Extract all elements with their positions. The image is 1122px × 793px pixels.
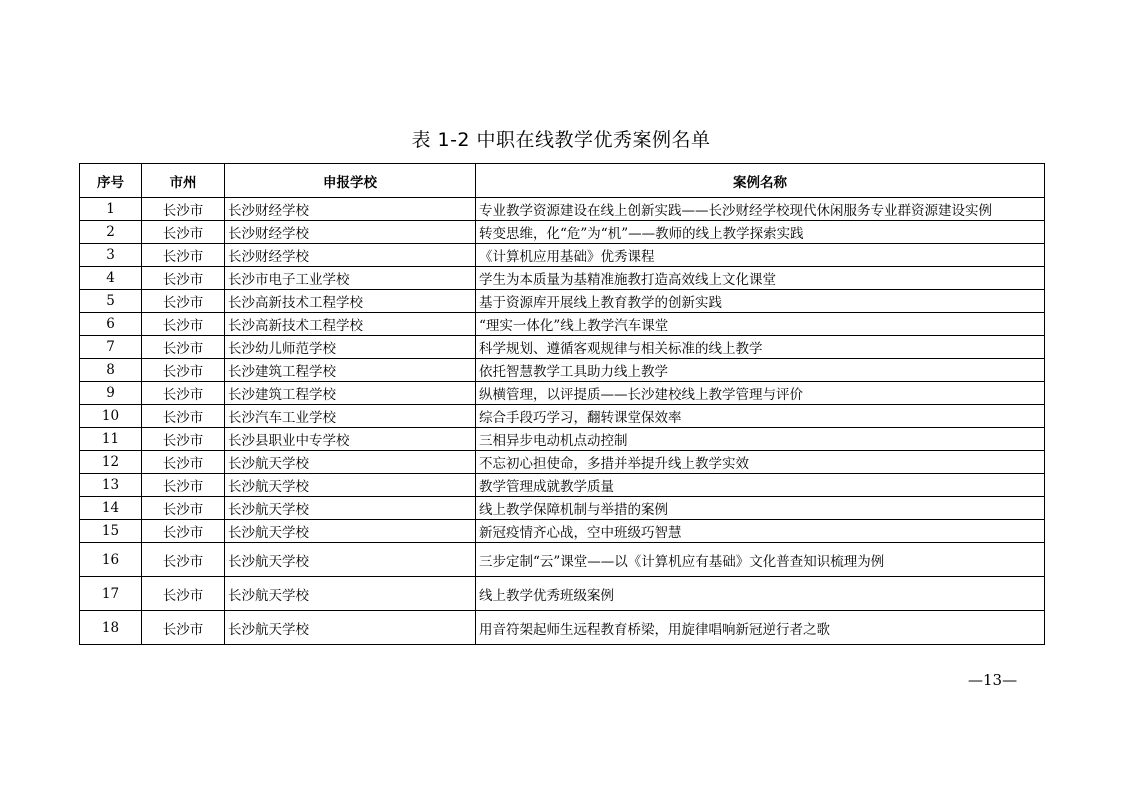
- cell-no: 6: [80, 313, 142, 336]
- cell-school: 长沙航天学校: [225, 497, 476, 520]
- cell-case: 综合手段巧学习，翻转课堂保效率: [476, 405, 1045, 428]
- cell-school: 长沙汽车工业学校: [225, 405, 476, 428]
- cell-school: 长沙高新技术工程学校: [225, 313, 476, 336]
- cell-no: 14: [80, 497, 142, 520]
- cell-city: 长沙市: [142, 405, 225, 428]
- cell-city: 长沙市: [142, 520, 225, 543]
- cell-city: 长沙市: [142, 313, 225, 336]
- table-row: [80, 428, 1045, 451]
- header-no: 序号: [80, 164, 142, 198]
- cell-school: 长沙航天学校: [225, 611, 476, 645]
- cell-no: 7: [80, 336, 142, 359]
- cell-case: 新冠疫情齐心战，空中班级巧智慧: [476, 520, 1045, 543]
- table-row: [80, 451, 1045, 474]
- cell-case: 科学规划、遵循客观规律与相关标准的线上教学: [476, 336, 1045, 359]
- cell-school: 长沙县职业中专学校: [225, 428, 476, 451]
- cell-city: 长沙市: [142, 359, 225, 382]
- cell-school: 长沙航天学校: [225, 451, 476, 474]
- cell-city: 长沙市: [142, 577, 225, 611]
- cell-city: 长沙市: [142, 497, 225, 520]
- table-row: [80, 359, 1045, 382]
- cell-city: 长沙市: [142, 543, 225, 577]
- table-row: [80, 611, 1045, 645]
- cell-case: 基于资源库开展线上教育教学的创新实践: [476, 290, 1045, 313]
- cell-school: 长沙航天学校: [225, 543, 476, 577]
- cell-school: 长沙航天学校: [225, 577, 476, 611]
- cell-case: 三相异步电动机点动控制: [476, 428, 1045, 451]
- cell-school: 长沙高新技术工程学校: [225, 290, 476, 313]
- header-school: 申报学校: [225, 164, 476, 198]
- table-row: [80, 336, 1045, 359]
- table-row: [80, 313, 1045, 336]
- cell-no: 8: [80, 359, 142, 382]
- table-body: [80, 198, 1045, 645]
- cell-case: 三步定制“云”课堂——以《计算机应有基础》文化普查知识梳理为例: [476, 543, 1045, 577]
- table-row: [80, 267, 1045, 290]
- cell-school: 长沙财经学校: [225, 221, 476, 244]
- cell-case: 线上教学优秀班级案例: [476, 577, 1045, 611]
- cell-no: 15: [80, 520, 142, 543]
- cell-case: 纵横管理，以评提质——长沙建校线上教学管理与评价: [476, 382, 1045, 405]
- cell-no: 13: [80, 474, 142, 497]
- cell-case: 转变思维，化“危”为“机”——教师的线上教学探索实践: [476, 221, 1045, 244]
- cell-city: 长沙市: [142, 611, 225, 645]
- table-row: [80, 474, 1045, 497]
- cell-case: 依托智慧教学工具助力线上教学: [476, 359, 1045, 382]
- cell-no: 9: [80, 382, 142, 405]
- cell-no: 11: [80, 428, 142, 451]
- cell-no: 12: [80, 451, 142, 474]
- cell-city: 长沙市: [142, 198, 225, 221]
- case-list-table: [79, 163, 1045, 645]
- table-header-row: [80, 164, 1045, 198]
- cell-no: 18: [80, 611, 142, 645]
- table-row: [80, 520, 1045, 543]
- table-row: [80, 382, 1045, 405]
- cell-no: 3: [80, 244, 142, 267]
- table-row: [80, 290, 1045, 313]
- cell-city: 长沙市: [142, 336, 225, 359]
- cell-no: 10: [80, 405, 142, 428]
- cell-school: 长沙财经学校: [225, 244, 476, 267]
- cell-city: 长沙市: [142, 474, 225, 497]
- cell-case: “理实一体化”线上教学汽车课堂: [476, 313, 1045, 336]
- cell-city: 长沙市: [142, 428, 225, 451]
- page-title: 表 1-2 中职在线教学优秀案例名单: [411, 129, 711, 151]
- table-row: [80, 198, 1045, 221]
- cell-city: 长沙市: [142, 244, 225, 267]
- cell-school: 长沙财经学校: [225, 198, 476, 221]
- cell-no: 16: [80, 543, 142, 577]
- cell-no: 1: [80, 198, 142, 221]
- cell-city: 长沙市: [142, 290, 225, 313]
- table-row: [80, 244, 1045, 267]
- table-row: [80, 497, 1045, 520]
- cell-school: 长沙航天学校: [225, 474, 476, 497]
- table-row: [80, 577, 1045, 611]
- cell-school: 长沙幼儿师范学校: [225, 336, 476, 359]
- cell-no: 5: [80, 290, 142, 313]
- header-case: 案例名称: [476, 164, 1045, 198]
- cell-city: 长沙市: [142, 451, 225, 474]
- header-city: 市州: [142, 164, 225, 198]
- cell-city: 长沙市: [142, 221, 225, 244]
- cell-case: 《计算机应用基础》优秀课程: [476, 244, 1045, 267]
- cell-no: 2: [80, 221, 142, 244]
- table-row: [80, 543, 1045, 577]
- cell-school: 长沙航天学校: [225, 520, 476, 543]
- cell-city: 长沙市: [142, 267, 225, 290]
- cell-case: 学生为本质量为基精准施教打造高效线上文化课堂: [476, 267, 1045, 290]
- cell-case: 教学管理成就教学质量: [476, 474, 1045, 497]
- table-row: [80, 221, 1045, 244]
- cell-school: 长沙市电子工业学校: [225, 267, 476, 290]
- cell-school: 长沙建筑工程学校: [225, 359, 476, 382]
- cell-case: 用音符架起师生远程教育桥梁，用旋律唱响新冠逆行者之歌: [476, 611, 1045, 645]
- cell-case: 线上教学保障机制与举措的案例: [476, 497, 1045, 520]
- cell-no: 17: [80, 577, 142, 611]
- cell-case: 不忘初心担使命，多措并举提升线上教学实效: [476, 451, 1045, 474]
- cell-school: 长沙建筑工程学校: [225, 382, 476, 405]
- cell-city: 长沙市: [142, 382, 225, 405]
- cell-no: 4: [80, 267, 142, 290]
- table-row: [80, 405, 1045, 428]
- page-number: —13—: [968, 671, 1018, 689]
- cell-case: 专业教学资源建设在线上创新实践——长沙财经学校现代休闲服务专业群资源建设实例: [476, 198, 1045, 221]
